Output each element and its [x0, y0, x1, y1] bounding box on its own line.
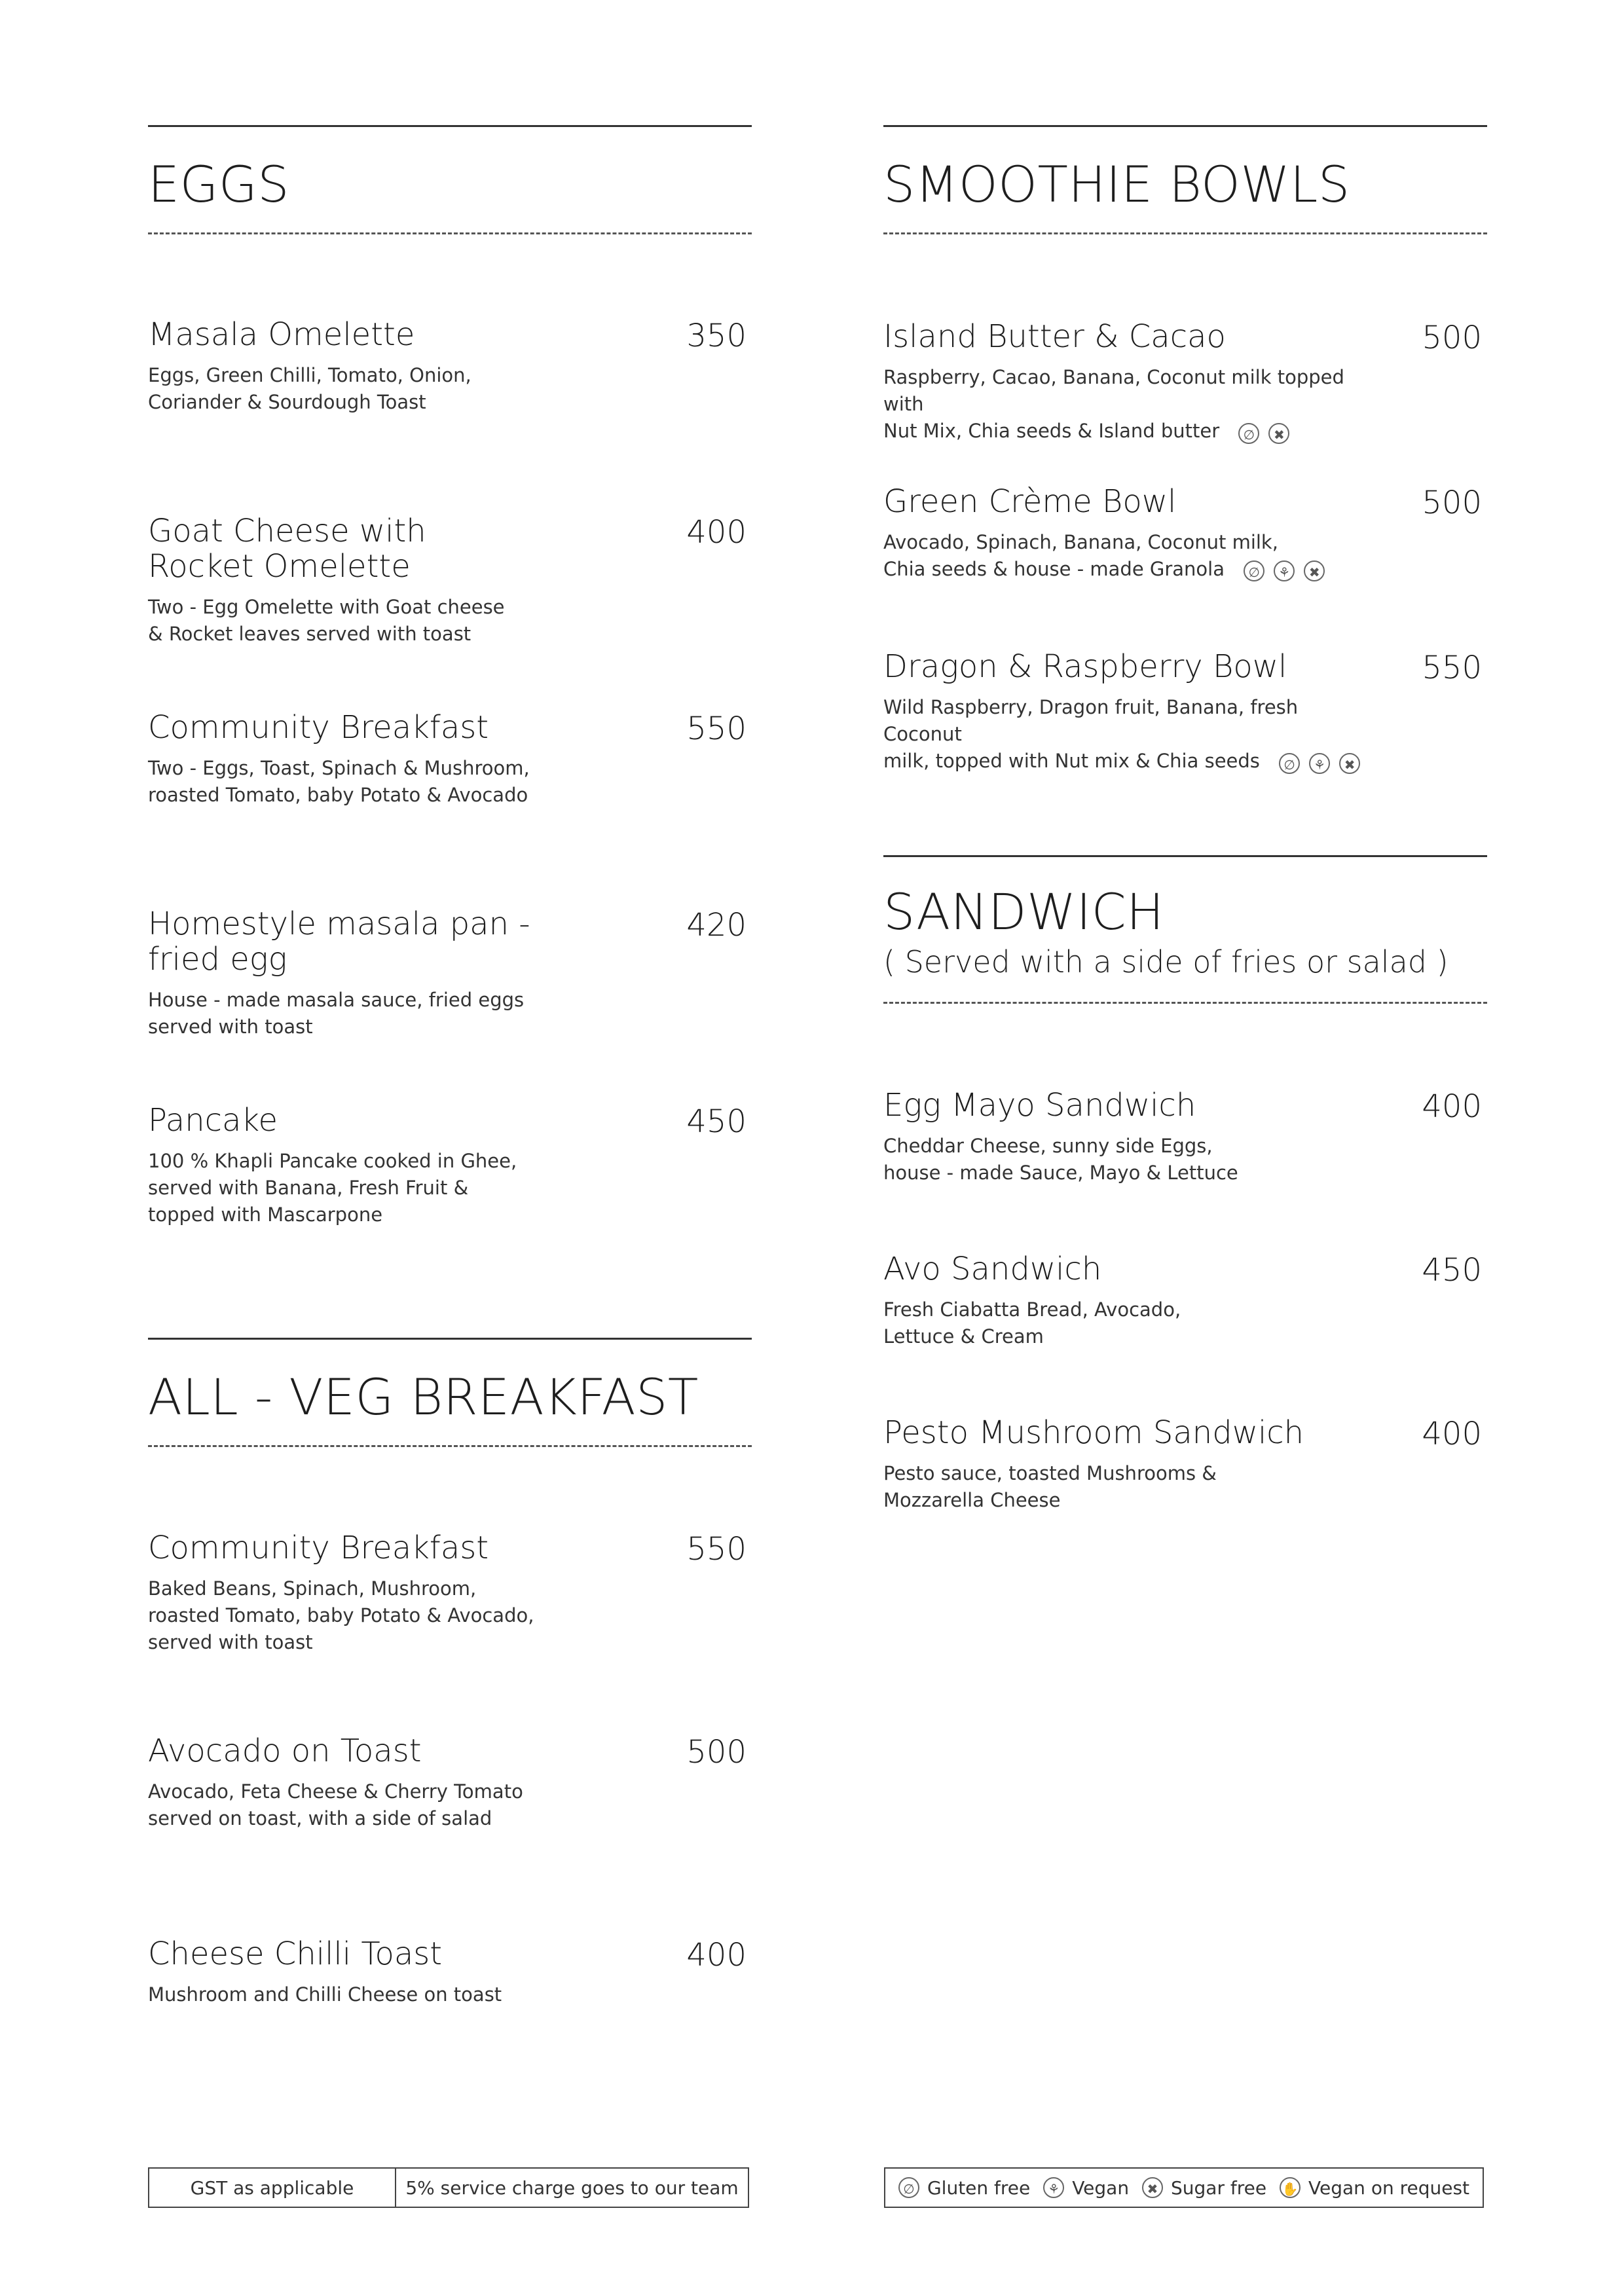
section-rule: [148, 125, 752, 127]
sugar-free-icon: ✖: [1142, 2177, 1163, 2198]
menu-item: [148, 710, 752, 809]
item-description: [883, 694, 1381, 776]
description-text: Chia seeds & house - made Granola: [883, 557, 1225, 580]
eggs-section: [148, 125, 752, 234]
section-divider: [148, 1445, 752, 1447]
item-price: 500: [1422, 320, 1482, 356]
item-price: 450: [686, 1103, 747, 1140]
item-price: 500: [1422, 485, 1482, 521]
section-title: SANDWICH: [883, 883, 1164, 941]
item-price: 450: [1422, 1252, 1482, 1289]
legend-label: Vegan on request: [1308, 2176, 1470, 2199]
legend-label: Gluten free: [927, 2176, 1031, 2199]
dietary-legend: [884, 2167, 1484, 2208]
gluten-free-icon: ∅: [1279, 753, 1300, 774]
item-name: Cheese Chilli Toast: [148, 1936, 443, 1972]
menu-item: [883, 1088, 1487, 1186]
item-description: House - made masala sauce, fried eggs served with toast: [148, 988, 525, 1038]
item-price: 400: [686, 1937, 747, 1974]
item-name: Egg Mayo Sandwich: [883, 1087, 1196, 1124]
diet-badges: [1238, 419, 1299, 446]
item-description: 100 % Khapli Pancake cooked in Ghee, served with Banana, Fresh Fruit & topped with Mascarpone: [148, 1149, 517, 1226]
item-price: 400: [1422, 1416, 1482, 1452]
legend-sugar-free: [1142, 2177, 1266, 2199]
section-subtitle: ( Served with a side of fries or salad ): [883, 944, 1449, 980]
item-price: 550: [686, 710, 747, 747]
menu-item: [883, 485, 1487, 584]
description-line: Raspberry, Cacao, Banana, Coconut milk topped with: [883, 365, 1344, 415]
item-description: Fresh Ciabatta Bread, Avocado, Lettuce & Cream: [883, 1298, 1181, 1348]
veg-breakfast-section: [148, 1338, 752, 1447]
diet-badges: [1244, 557, 1334, 583]
description-line: Wild Raspberry, Dragon fruit, Banana, fresh Coconut: [883, 695, 1299, 745]
service-charge-note: 5% service charge goes to our team: [405, 2176, 739, 2199]
legend-label: Vegan: [1072, 2176, 1130, 2199]
description-line: [883, 418, 1381, 446]
item-price: 420: [686, 907, 747, 944]
item-price: 550: [1422, 650, 1482, 686]
section-rule: [148, 1338, 752, 1340]
gluten-free-icon: ∅: [898, 2177, 919, 2198]
sugar-free-icon: ✖: [1304, 560, 1325, 581]
item-name: Avo Sandwich: [883, 1251, 1102, 1287]
item-price: 400: [686, 514, 747, 551]
section-divider: [148, 232, 752, 234]
item-description: Pesto sauce, toasted Mushrooms & Mozzarella Cheese: [883, 1461, 1217, 1511]
legend-vegan: [1043, 2177, 1129, 2199]
item-name: Pancake: [148, 1102, 278, 1139]
vegan-icon: ⚘: [1309, 753, 1330, 774]
item-name: Dragon & Raspberry Bowl: [883, 648, 1287, 685]
vegan-icon: ⚘: [1043, 2177, 1064, 2198]
section-divider: [883, 232, 1487, 234]
description-line: [883, 748, 1381, 776]
item-description: Avocado, Feta Cheese & Cherry Tomato served on toast, with a side of salad: [148, 1780, 523, 1829]
legend-vegan-on-request: [1280, 2177, 1469, 2199]
menu-item: [148, 514, 752, 648]
section-rule: [883, 125, 1487, 127]
charges-note: [148, 2167, 749, 2208]
item-description: [883, 364, 1381, 446]
item-name: Community Breakfast: [148, 709, 489, 746]
menu-item: [148, 1937, 752, 2008]
smoothie-bowls-section: [883, 125, 1487, 234]
description-line: [883, 556, 1381, 584]
item-price: 500: [686, 1734, 747, 1771]
gst-note: GST as applicable: [149, 2169, 396, 2207]
sandwich-section: [883, 855, 1487, 1004]
item-price: 400: [1422, 1088, 1482, 1125]
diet-badges: [1279, 749, 1369, 776]
legend-gluten-free: [898, 2177, 1030, 2199]
section-title: EGGS: [148, 155, 290, 213]
item-price: 550: [686, 1531, 747, 1568]
section-title: ALL - VEG BREAKFAST: [148, 1368, 699, 1426]
item-name: Community Breakfast: [148, 1530, 489, 1566]
item-description: Mushroom and Chilli Cheese on toast: [148, 1983, 502, 2006]
item-description: Baked Beans, Spinach, Mushroom, roasted Tomato, baby Potato & Avocado, served with toast: [148, 1577, 534, 1654]
item-price: 350: [686, 318, 747, 354]
vegan-on-request-icon: ✋: [1280, 2177, 1301, 2198]
item-description: Two - Eggs, Toast, Spinach & Mushroom, roasted Tomato, baby Potato & Avocado: [148, 756, 530, 806]
item-description: Two - Egg Omelette with Goat cheese & Rocket leaves served with toast: [148, 595, 505, 645]
legend-label: Sugar free: [1171, 2176, 1267, 2199]
item-name: Avocado on Toast: [148, 1733, 422, 1769]
menu-item: [883, 1416, 1487, 1514]
item-name: Goat Cheese with Rocket Omelette: [148, 513, 426, 585]
gluten-free-icon: ∅: [1244, 560, 1264, 581]
description-text: Nut Mix, Chia seeds & Island butter: [883, 420, 1220, 443]
section-title: SMOOTHIE BOWLS: [883, 155, 1350, 213]
menu-item: [883, 1252, 1487, 1350]
description-line: Avocado, Spinach, Banana, Coconut milk,: [883, 530, 1278, 553]
item-name: Green Crème Bowl: [883, 483, 1177, 520]
sugar-free-icon: ✖: [1339, 753, 1360, 774]
item-description: Cheddar Cheese, sunny side Eggs, house - made Sauce, Mayo & Lettuce: [883, 1134, 1238, 1184]
description-text: milk, topped with Nut mix & Chia seeds: [883, 750, 1260, 773]
vegan-icon: ⚘: [1274, 560, 1295, 581]
menu-item: [148, 1734, 752, 1832]
item-description: Eggs, Green Chilli, Tomato, Onion, Coriander & Sourdough Toast: [148, 363, 471, 413]
menu-item: [148, 318, 752, 416]
menu-item: [148, 1103, 752, 1228]
menu-item: [148, 907, 752, 1040]
item-description: [883, 529, 1381, 584]
gluten-free-icon: ∅: [1238, 423, 1259, 444]
item-name: Pesto Mushroom Sandwich: [883, 1414, 1304, 1451]
section-divider: [883, 1002, 1487, 1004]
menu-item: [148, 1531, 752, 1656]
item-name: Island Butter & Cacao: [883, 318, 1226, 355]
sugar-free-icon: ✖: [1268, 423, 1289, 444]
menu-item: [883, 320, 1487, 446]
item-name: Homestyle masala pan - fried egg: [148, 906, 530, 978]
item-name: Masala Omelette: [148, 316, 415, 353]
menu-item: [883, 650, 1487, 776]
section-rule: [883, 855, 1487, 857]
